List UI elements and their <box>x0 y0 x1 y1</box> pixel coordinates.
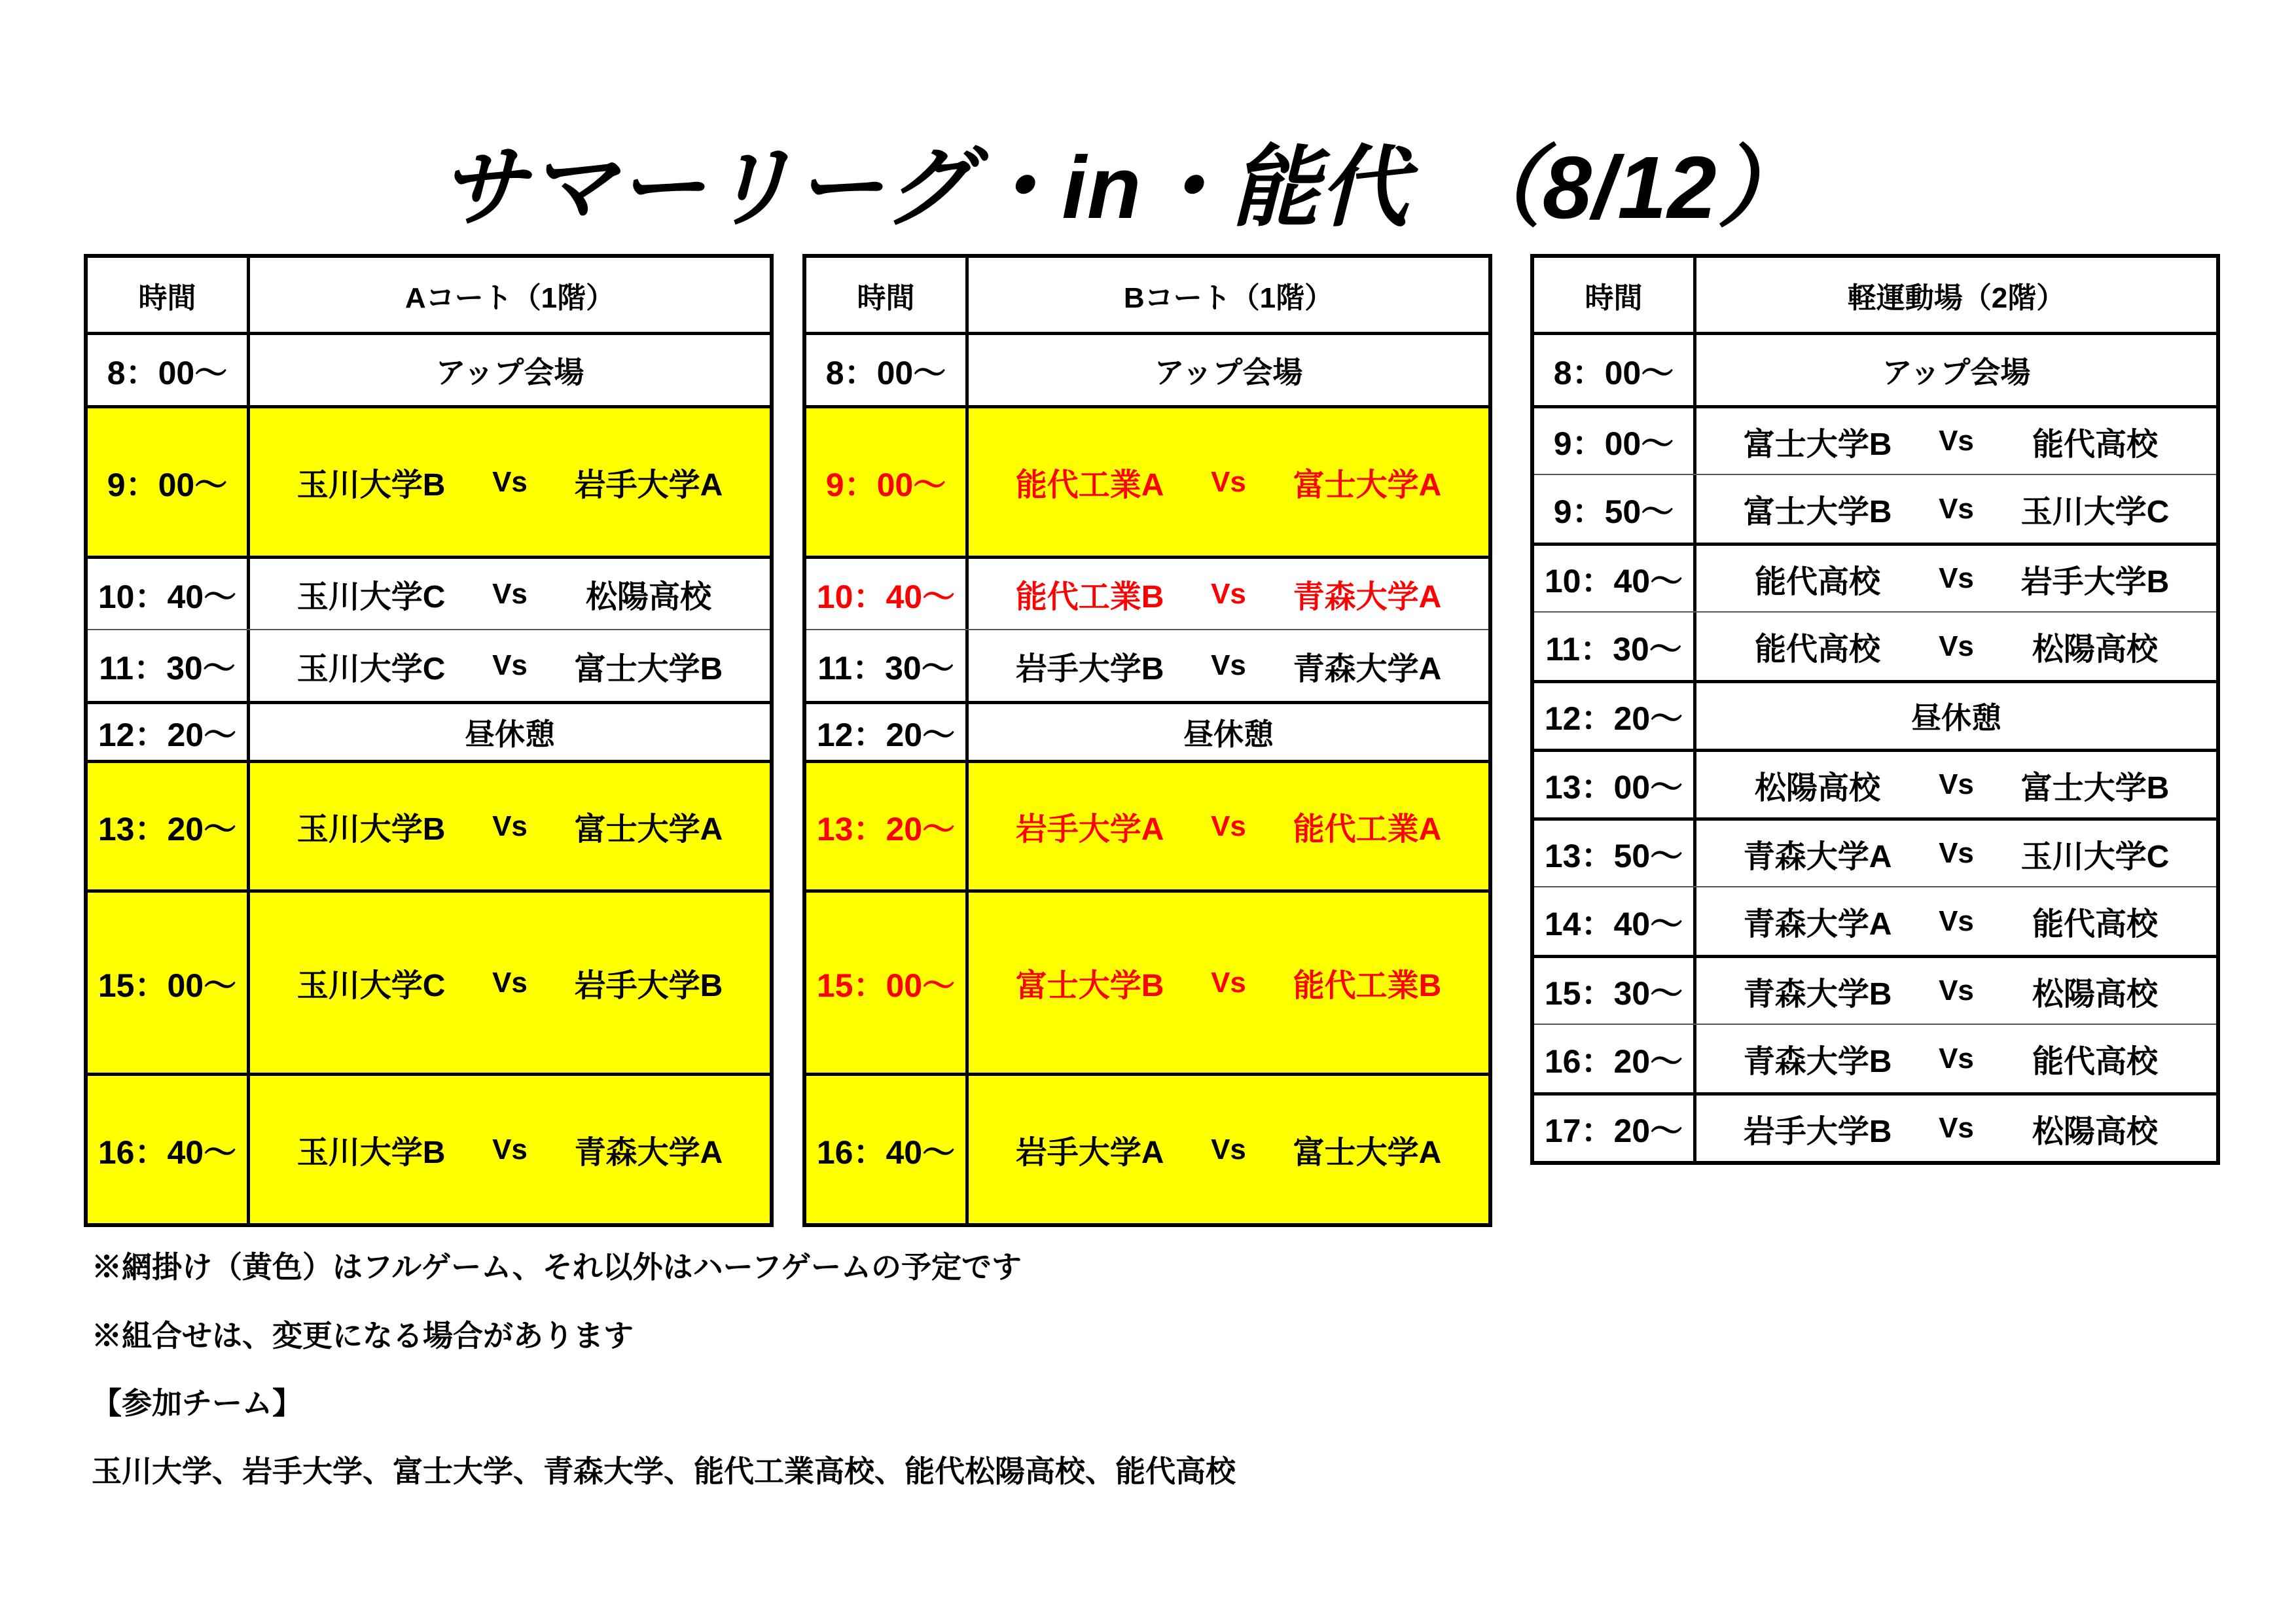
time-cell: 11：30～ <box>806 630 969 701</box>
time-cell: 16：20～ <box>1534 1025 1696 1092</box>
table-header-row <box>806 258 1488 332</box>
home-team: 松陽高校 <box>1755 770 1881 806</box>
time-cell: 16：40～ <box>806 1076 969 1223</box>
away-team: 青森大学A <box>574 1135 723 1170</box>
match-cell <box>1696 408 2216 474</box>
vs-label: Vs <box>1939 492 1974 525</box>
home-team: 能代高校 <box>1755 632 1881 667</box>
schedule-row-match <box>1534 886 2216 955</box>
schedule-row-warmup <box>88 332 770 405</box>
participants-heading: 【参加チーム】 <box>92 1386 302 1420</box>
schedule-row-match <box>806 556 1488 629</box>
away-team: 青森大学A <box>1293 651 1442 687</box>
time-column-header: 時間 <box>806 258 969 332</box>
home-team: 能代高校 <box>1755 564 1881 599</box>
time-cell: 8：00～ <box>806 335 969 405</box>
away-team: 富士大学A <box>1293 468 1442 503</box>
away-team: 富士大学A <box>574 812 723 847</box>
schedule-row-warmup <box>806 332 1488 405</box>
away-team: 能代工業B <box>1293 969 1442 1003</box>
schedule-row-match <box>806 889 1488 1073</box>
time-cell: 15：00～ <box>806 893 969 1073</box>
page-title: サマーリーグ・in・能代 （8/12） <box>439 138 1806 237</box>
event-label: 昼休憩 <box>1911 701 2001 735</box>
schedule-row-lunch <box>1534 680 2216 749</box>
match-cell <box>1696 887 2216 955</box>
time-cell: 15：30～ <box>1534 958 1696 1024</box>
vs-label: Vs <box>1211 810 1246 842</box>
home-team: 岩手大学A <box>1015 1135 1164 1170</box>
vs-label: Vs <box>492 966 528 999</box>
match-cell <box>969 408 1488 556</box>
vs-label: Vs <box>1211 465 1246 498</box>
away-team: 松陽高校 <box>2032 1114 2158 1149</box>
venue-column-header: Aコート（1階） <box>404 281 615 314</box>
time-cell: 13：20～ <box>806 763 969 889</box>
time-cell: 9：00～ <box>88 408 250 556</box>
home-team: 玉川大学B <box>296 1135 446 1170</box>
vs-label: Vs <box>492 1133 528 1166</box>
event-label: アップ会場 <box>1154 355 1303 389</box>
time-cell: 8：00～ <box>1534 335 1696 405</box>
vs-label: Vs <box>492 810 528 842</box>
home-team: 玉川大学C <box>296 969 446 1003</box>
away-team: 青森大学A <box>1293 580 1442 615</box>
home-team: 富士大学B <box>1015 969 1164 1003</box>
schedule-table-court-b <box>802 254 1492 1227</box>
away-team: 能代工業A <box>1293 812 1442 847</box>
time-cell: 10：40～ <box>88 559 250 629</box>
schedule-row-match <box>806 405 1488 556</box>
time-cell: 15：00～ <box>88 893 250 1073</box>
match-cell <box>1696 752 2216 817</box>
away-team: 富士大学B <box>2020 770 2170 806</box>
schedule-row-match <box>1534 405 2216 474</box>
time-cell: 11：30～ <box>88 630 250 701</box>
match-cell <box>250 1076 770 1223</box>
home-team: 青森大学A <box>1743 907 1892 942</box>
venue-column-header: 軽運動場（2階） <box>1847 281 2066 314</box>
table-header-row <box>88 258 770 332</box>
time-cell: 8：00～ <box>88 335 250 405</box>
vs-label: Vs <box>1939 425 1974 457</box>
vs-label: Vs <box>1939 1042 1974 1075</box>
schedule-row-lunch <box>806 701 1488 760</box>
venue-column-header: Bコート（1階） <box>1123 281 1334 314</box>
match-cell <box>1696 1025 2216 1092</box>
away-team: 松陽高校 <box>585 580 711 615</box>
schedule-table-light-gym <box>1530 254 2220 1165</box>
away-team: 能代高校 <box>2032 427 2158 462</box>
schedule-row-match <box>1534 1024 2216 1092</box>
home-team: 岩手大学B <box>1015 651 1164 687</box>
schedule-row-lunch <box>88 701 770 760</box>
vs-label: Vs <box>1939 630 1974 662</box>
note-schedule-change: ※組合せは、変更になる場合があります <box>92 1319 634 1353</box>
schedule-row-match <box>806 760 1488 889</box>
match-cell <box>1696 1096 2216 1161</box>
schedule-row-match <box>806 629 1488 701</box>
schedule-row-warmup <box>1534 332 2216 405</box>
home-team: 青森大学B <box>1743 1044 1892 1079</box>
schedule-row-match <box>88 629 770 701</box>
match-cell <box>969 763 1488 889</box>
match-cell <box>250 559 770 629</box>
schedule-row-match <box>1534 543 2216 611</box>
schedule-row-match <box>1534 611 2216 680</box>
match-cell <box>969 559 1488 629</box>
schedule-row-match <box>1534 474 2216 543</box>
schedule-row-match <box>88 556 770 629</box>
time-column-header: 時間 <box>1534 258 1696 332</box>
vs-label: Vs <box>492 577 528 610</box>
match-cell <box>250 630 770 701</box>
away-team: 能代高校 <box>2032 907 2158 942</box>
vs-label: Vs <box>1939 768 1974 800</box>
time-cell: 16：40～ <box>88 1076 250 1223</box>
time-cell: 10：40～ <box>806 559 969 629</box>
vs-label: Vs <box>1939 562 1974 594</box>
home-team: 青森大学A <box>1743 839 1892 874</box>
away-team: 能代高校 <box>2032 1044 2158 1079</box>
time-cell: 14：40～ <box>1534 887 1696 955</box>
time-cell: 13：20～ <box>88 763 250 889</box>
vs-label: Vs <box>1211 1133 1246 1166</box>
time-cell: 12：20～ <box>88 704 250 760</box>
home-team: 富士大学B <box>1743 495 1892 529</box>
match-cell <box>250 893 770 1073</box>
schedule-row-match <box>88 889 770 1073</box>
vs-label: Vs <box>492 465 528 498</box>
match-cell <box>969 630 1488 701</box>
away-team: 松陽高校 <box>2032 976 2158 1012</box>
time-cell: 13：00～ <box>1534 752 1696 817</box>
match-cell <box>969 1076 1488 1223</box>
time-cell: 12：20～ <box>806 704 969 760</box>
match-cell <box>1696 546 2216 611</box>
schedule-row-match <box>88 405 770 556</box>
schedule-row-match <box>88 1073 770 1223</box>
away-team: 松陽高校 <box>2032 632 2158 667</box>
event-label: アップ会場 <box>1882 355 2031 389</box>
time-cell: 10：40～ <box>1534 546 1696 611</box>
schedule-row-match <box>1534 955 2216 1024</box>
event-label: アップ会場 <box>435 355 584 389</box>
event-label: 昼休憩 <box>465 717 555 751</box>
away-team: 岩手大学B <box>2020 564 2170 599</box>
vs-label: Vs <box>492 649 528 681</box>
match-cell <box>969 893 1488 1073</box>
time-cell: 12：20～ <box>1534 683 1696 749</box>
table-header-row <box>1534 258 2216 332</box>
vs-label: Vs <box>1939 974 1974 1007</box>
vs-label: Vs <box>1211 649 1246 681</box>
home-team: 能代工業B <box>1015 580 1164 615</box>
schedule-row-match <box>1534 1092 2216 1161</box>
participants-list: 玉川大学、岩手大学、富士大学、青森大学、能代工業高校、能代松陽高校、能代高校 <box>92 1454 1236 1488</box>
time-cell: 9：00～ <box>806 408 969 556</box>
vs-label: Vs <box>1211 577 1246 610</box>
match-cell <box>250 763 770 889</box>
schedule-row-match <box>1534 749 2216 817</box>
time-cell: 13：50～ <box>1534 821 1696 886</box>
home-team: 玉川大学B <box>296 812 446 847</box>
away-team: 富士大学A <box>1293 1135 1442 1170</box>
time-cell: 9：00～ <box>1534 408 1696 474</box>
time-cell: 17：20～ <box>1534 1096 1696 1161</box>
match-cell <box>1696 613 2216 680</box>
match-cell <box>1696 821 2216 886</box>
home-team: 岩手大学B <box>1743 1114 1892 1149</box>
home-team: 玉川大学B <box>296 468 446 503</box>
match-cell <box>1696 475 2216 543</box>
match-cell <box>1696 958 2216 1024</box>
schedule-row-match <box>806 1073 1488 1223</box>
home-team: 岩手大学A <box>1015 812 1164 847</box>
vs-label: Vs <box>1939 1112 1974 1144</box>
vs-label: Vs <box>1939 837 1974 869</box>
home-team: 玉川大学C <box>296 651 446 687</box>
time-column-header: 時間 <box>88 258 250 332</box>
match-cell <box>250 408 770 556</box>
schedule-row-match <box>88 760 770 889</box>
vs-label: Vs <box>1939 904 1974 937</box>
home-team: 玉川大学C <box>296 580 446 615</box>
away-team: 玉川大学C <box>2020 839 2170 874</box>
note-full-game: ※網掛け（黄色）はフルゲーム、それ以外はハーフゲームの予定です <box>92 1250 1022 1284</box>
event-label: 昼休憩 <box>1183 717 1274 751</box>
away-team: 岩手大学B <box>574 969 723 1003</box>
away-team: 玉川大学C <box>2020 495 2170 529</box>
vs-label: Vs <box>1211 966 1246 999</box>
schedule-row-match <box>1534 817 2216 886</box>
home-team: 能代工業A <box>1015 468 1164 503</box>
time-cell: 11：30～ <box>1534 613 1696 680</box>
time-cell: 9：50～ <box>1534 475 1696 543</box>
home-team: 青森大学B <box>1743 976 1892 1012</box>
schedule-table-court-a <box>84 254 774 1227</box>
away-team: 富士大学B <box>574 651 723 687</box>
away-team: 岩手大学A <box>574 468 723 503</box>
home-team: 富士大学B <box>1743 427 1892 462</box>
